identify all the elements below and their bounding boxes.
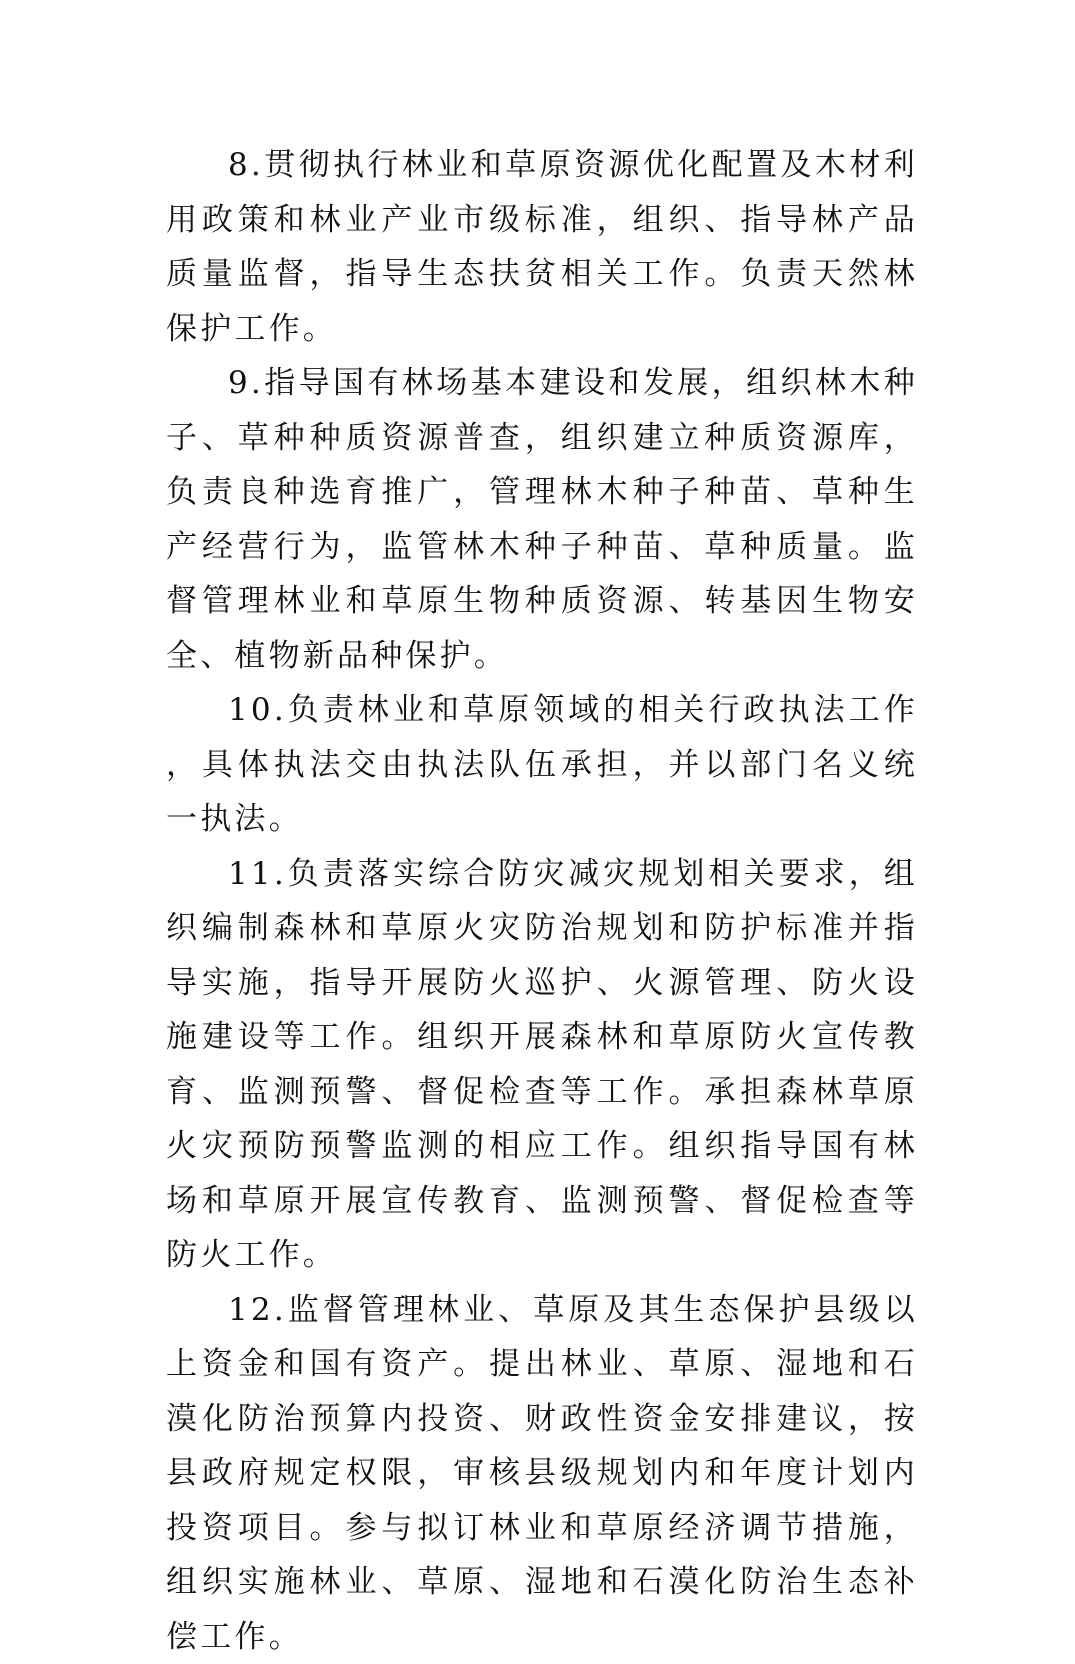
paragraph-line: 8.贯彻执行林业和草原资源优化配置及木材利用政策和 [166, 147, 918, 238]
paragraph-line: 法交由执法队伍承担，并以部门名义统一执法。 [166, 747, 918, 838]
paragraph-item-11 [166, 847, 918, 1283]
paragraph-line: 子种苗、草种质量。监督管理林业和草原生物种质资源、 [166, 529, 918, 620]
paragraph-line: 广，管理林木种子种苗、草种生产经营行为，监管林木种 [166, 474, 918, 565]
paragraph-line: 规划内和年度计划内投资项目。参与拟订林业和草原经济 [166, 1455, 918, 1546]
paragraph-line: 11.负责落实综合防灾减灾规划相关要求，组织编制森 [166, 856, 918, 947]
paragraph-line: 林业产业市级标准，组织、指导林产品质量监督，指导生 [166, 202, 918, 293]
paragraph-line: 补偿工作。 [166, 1564, 918, 1655]
document-body [166, 138, 918, 1664]
paragraph-line: 资、财政性资金安排建议，按县政府规定权限，审核县级 [166, 1401, 918, 1492]
paragraph-item-9 [166, 356, 918, 683]
paragraph-line: 国有资产。提出林业、草原、湿地和石漠化防治预算内投 [166, 1346, 918, 1437]
paragraph-line: 林场和草原开展宣传教育、监测预警、督促检查等防火工 [166, 1128, 918, 1273]
paragraph-item-12 [166, 1283, 918, 1664]
paragraph-line: 防火巡护、火源管理、防火设施建设等工作。组织开展森 [166, 965, 918, 1056]
paragraph-line: 12.监督管理林业、草原及其生态保护县级以上资金和 [166, 1292, 918, 1383]
paragraph-line: 林和草原火灾防治规划和防护标准并指导实施，指导开展 [166, 910, 918, 1001]
paragraph-line: 10.负责林业和草原领域的相关行政执法工作，具体执 [166, 692, 918, 783]
paragraph-item-8 [166, 138, 918, 356]
paragraph-line: 种质资源普查，组织建立种质资源库，负责良种选育推 [166, 420, 918, 511]
paragraph-item-10 [166, 683, 918, 847]
paragraph-line: 调节措施，组织实施林业、草原、湿地和石漠化防治生态 [166, 1510, 918, 1601]
paragraph-line: 担森林草原火灾预防预警监测的相应工作。组织指导国有 [166, 1074, 918, 1165]
paragraph-line: 林和草原防火宣传教育、监测预警、督促检查等工作。承 [166, 1019, 918, 1110]
paragraph-line: 作。 [269, 1237, 337, 1273]
paragraph-line: 9.指导国有林场基本建设和发展，组织林木种子、草种 [166, 365, 918, 456]
paragraph-line: 转基因生物安全、植物新品种保护。 [166, 583, 918, 674]
paragraph-line: 态扶贫相关工作。负责天然林保护工作。 [166, 256, 918, 347]
